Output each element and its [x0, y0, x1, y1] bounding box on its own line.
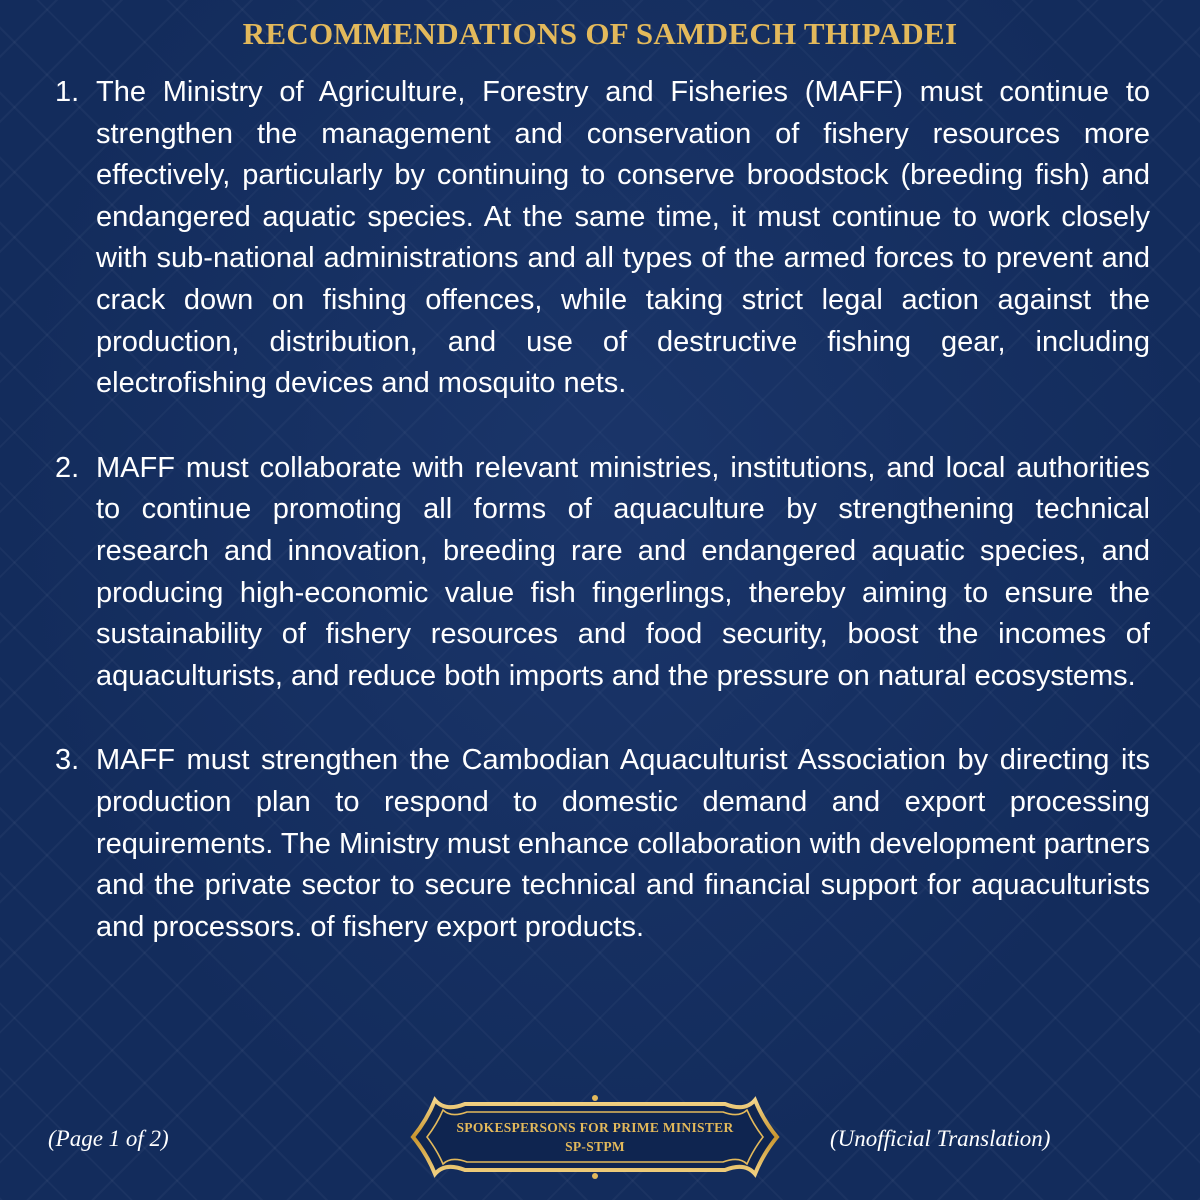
recommendation-number: 1. — [55, 76, 80, 108]
recommendation-text: MAFF must collaborate with relevant ministries, institutions, and local authorities to continue promoting all forms of aquaculture by strengthening technical research and innovation, breeding rare and endangered aquatic species, and producing high-economic value fish fingerlings, thereby aiming to ensure the sustainability of fishery resources and food security, boost the incomes of aquaculturists, and reduce both imports and the pressure on natural ecosystems. — [96, 451, 1150, 692]
translation-note: (Unofficial Translation) — [830, 1126, 1051, 1151]
seal-line-1: SPOKESPERSONS FOR PRIME MINISTER — [456, 1120, 734, 1135]
recommendation-text: The Ministry of Agriculture, Forestry and Fisheries (MAFF) must continue to strengthen the management and conservation of fishery resources more effectively, particularly by continuing to conserve broodstock (breeding fish) and endangered aquatic species. At the same time, it must continue to work closely with sub-national administrations and all types of the armed forces to prevent and crack down on fishing offences, while taking strict legal action against the production, distribution, and use of destructive fishing gear, including electrofishing devices and mosquito nets. — [96, 76, 1150, 400]
recommendation-text: MAFF must strengthen the Cambodian Aquaculturist Association by directing its production plan to respond to domestic demand and export processing requirements. The Ministry must enhance collaboration with development partners and the private sector to secure technical and financial support for aquaculturists and processors. of fishery export products. — [96, 744, 1150, 943]
recommendation-item-3 — [55, 740, 1150, 948]
recommendation-number: 3. — [55, 744, 80, 777]
page-title: RECOMMENDATIONS OF SAMDECH THIPADEI — [242, 16, 958, 51]
recommendation-item-1 — [55, 72, 1150, 405]
spokespersons-seal — [405, 1090, 785, 1184]
recommendations-list — [55, 72, 1150, 948]
page-number-label: (Page 1 of 2) — [48, 1126, 169, 1151]
recommendation-item-2 — [55, 448, 1150, 698]
seal-line-2: SP-STPM — [565, 1139, 625, 1154]
recommendation-number: 2. — [55, 451, 80, 484]
